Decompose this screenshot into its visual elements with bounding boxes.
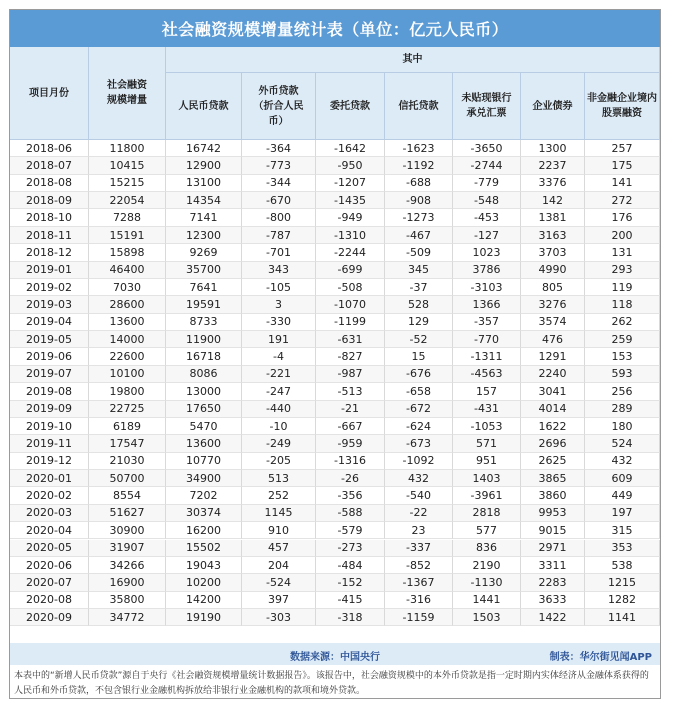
table-row: [10, 505, 660, 522]
cell-fx: -800: [242, 209, 316, 226]
table-row: [10, 209, 660, 226]
cell-fx: -105: [242, 279, 316, 296]
cell-total: 15215: [89, 175, 166, 192]
header-total: 社会融资 规模增量: [89, 47, 166, 140]
cell-rmb: 10770: [166, 453, 242, 470]
cell-bonds: 2696: [521, 435, 585, 452]
cell-trust: -908: [385, 192, 453, 209]
cell-entrusted: -699: [316, 262, 385, 279]
cell-bills: 951: [453, 453, 521, 470]
cell-month: 2018-10: [10, 209, 89, 226]
table-frame: [9, 9, 661, 699]
cell-trust: -1273: [385, 209, 453, 226]
cell-fx: -364: [242, 140, 316, 157]
table-row: [10, 227, 660, 244]
cell-trust: 432: [385, 470, 453, 487]
cell-trust: 345: [385, 262, 453, 279]
cell-fx: -10: [242, 418, 316, 435]
cell-entrusted: -152: [316, 574, 385, 591]
cell-bonds: 4990: [521, 262, 585, 279]
table-row: [10, 487, 660, 504]
cell-bills: 836: [453, 540, 521, 557]
cell-entrusted: -356: [316, 487, 385, 504]
cell-total: 10100: [89, 366, 166, 383]
header-fx: 外币贷款 （折合人民 币）: [242, 73, 316, 140]
cell-bonds: 3276: [521, 296, 585, 313]
cell-bills: 577: [453, 522, 521, 539]
cell-rmb: 19591: [166, 296, 242, 313]
cell-trust: 15: [385, 348, 453, 365]
header-entrusted: 委托贷款: [316, 73, 385, 140]
table-footer: [10, 643, 660, 665]
cell-total: 21030: [89, 453, 166, 470]
cell-equity: 538: [585, 557, 660, 574]
cell-bonds: 3574: [521, 314, 585, 331]
cell-entrusted: -631: [316, 331, 385, 348]
cell-entrusted: -26: [316, 470, 385, 487]
cell-trust: -673: [385, 435, 453, 452]
table-row: [10, 435, 660, 452]
header-group-qizhong: 其中: [166, 47, 660, 73]
cell-total: 11800: [89, 140, 166, 157]
cell-bills: -1311: [453, 348, 521, 365]
cell-bills: -453: [453, 209, 521, 226]
cell-rmb: 30374: [166, 505, 242, 522]
cell-month: 2019-11: [10, 435, 89, 452]
cell-bills: -770: [453, 331, 521, 348]
table-row: [10, 314, 660, 331]
cell-fx: -249: [242, 435, 316, 452]
cell-bills: -431: [453, 401, 521, 418]
cell-total: 34266: [89, 557, 166, 574]
cell-equity: 153: [585, 348, 660, 365]
cell-equity: 256: [585, 383, 660, 400]
table-title: 社会融资规模增量统计表（单位：亿元人民币）: [10, 10, 660, 47]
table-row: [10, 418, 660, 435]
cell-trust: -540: [385, 487, 453, 504]
cell-rmb: 15502: [166, 540, 242, 557]
cell-bonds: 3311: [521, 557, 585, 574]
cell-bills: -779: [453, 175, 521, 192]
header-bonds: 企业债券: [521, 73, 585, 140]
cell-rmb: 19190: [166, 609, 242, 626]
cell-entrusted: -273: [316, 540, 385, 557]
cell-trust: -316: [385, 592, 453, 609]
cell-bonds: 3703: [521, 244, 585, 261]
cell-bonds: 142: [521, 192, 585, 209]
cell-total: 22600: [89, 348, 166, 365]
cell-month: 2019-10: [10, 418, 89, 435]
cell-month: 2020-03: [10, 505, 89, 522]
cell-total: 10415: [89, 157, 166, 174]
cell-entrusted: -2244: [316, 244, 385, 261]
footnote: 本表中的“新增人民币贷款”源自于央行《社会融资规模增量统计数据报告》。该报告中，社会融资规模中的本外币贷款是指一定时期内实体经济从金融体系获得的人民币和外币贷款，不包含银行业金融机构拆放给非银行业金融机构的款项和境外贷款。: [14, 671, 649, 696]
cell-equity: 176: [585, 209, 660, 226]
cell-total: 22725: [89, 401, 166, 418]
table-row: [10, 522, 660, 539]
cell-month: 2018-07: [10, 157, 89, 174]
cell-total: 7288: [89, 209, 166, 226]
cell-month: 2019-04: [10, 314, 89, 331]
cell-bonds: 2283: [521, 574, 585, 591]
cell-rmb: 35700: [166, 262, 242, 279]
cell-entrusted: -484: [316, 557, 385, 574]
cell-total: 15898: [89, 244, 166, 261]
cell-rmb: 12900: [166, 157, 242, 174]
cell-equity: 257: [585, 140, 660, 157]
table-row: [10, 470, 660, 487]
table-row: [10, 540, 660, 557]
cell-rmb: 34900: [166, 470, 242, 487]
cell-equity: 200: [585, 227, 660, 244]
cell-month: 2019-07: [10, 366, 89, 383]
cell-trust: -22: [385, 505, 453, 522]
cell-total: 22054: [89, 192, 166, 209]
cell-total: 7030: [89, 279, 166, 296]
cell-entrusted: -959: [316, 435, 385, 452]
header-bills: 未贴现银行 承兑汇票: [453, 73, 521, 140]
table-row: [10, 592, 660, 609]
cell-equity: 1215: [585, 574, 660, 591]
header-rmb: 人民币贷款: [166, 73, 242, 140]
cell-bonds: 3376: [521, 175, 585, 192]
cell-bills: -3961: [453, 487, 521, 504]
cell-rmb: 5470: [166, 418, 242, 435]
cell-month: 2019-01: [10, 262, 89, 279]
cell-rmb: 9269: [166, 244, 242, 261]
cell-bills: 1366: [453, 296, 521, 313]
cell-month: 2019-09: [10, 401, 89, 418]
cell-equity: 262: [585, 314, 660, 331]
cell-equity: 432: [585, 453, 660, 470]
cell-bills: 1441: [453, 592, 521, 609]
cell-fx: -303: [242, 609, 316, 626]
cell-month: 2018-06: [10, 140, 89, 157]
cell-fx: 910: [242, 522, 316, 539]
table-row: [10, 331, 660, 348]
table-row: [10, 192, 660, 209]
cell-month: 2019-06: [10, 348, 89, 365]
cell-entrusted: -1435: [316, 192, 385, 209]
cell-entrusted: -513: [316, 383, 385, 400]
table-row: [10, 157, 660, 174]
cell-bonds: 2237: [521, 157, 585, 174]
cell-fx: 191: [242, 331, 316, 348]
cell-month: 2019-02: [10, 279, 89, 296]
header-month: 项目月份: [10, 47, 89, 140]
cell-trust: -1367: [385, 574, 453, 591]
cell-rmb: 14354: [166, 192, 242, 209]
cell-entrusted: -1207: [316, 175, 385, 192]
cell-month: 2019-03: [10, 296, 89, 313]
cell-rmb: 7202: [166, 487, 242, 504]
cell-bonds: 3163: [521, 227, 585, 244]
cell-equity: 449: [585, 487, 660, 504]
cell-bills: -1130: [453, 574, 521, 591]
cell-total: 28600: [89, 296, 166, 313]
cell-bills: 1023: [453, 244, 521, 261]
cell-month: 2020-07: [10, 574, 89, 591]
cell-trust: -676: [385, 366, 453, 383]
cell-rmb: 12300: [166, 227, 242, 244]
cell-bills: 571: [453, 435, 521, 452]
cell-fx: -787: [242, 227, 316, 244]
cell-bonds: 3633: [521, 592, 585, 609]
cell-trust: -624: [385, 418, 453, 435]
table-row: [10, 262, 660, 279]
cell-bills: 2190: [453, 557, 521, 574]
cell-month: 2018-11: [10, 227, 89, 244]
cell-bonds: 1291: [521, 348, 585, 365]
cell-entrusted: -950: [316, 157, 385, 174]
cell-month: 2020-04: [10, 522, 89, 539]
cell-fx: -773: [242, 157, 316, 174]
table-row: [10, 574, 660, 591]
cell-entrusted: -827: [316, 348, 385, 365]
cell-entrusted: -1310: [316, 227, 385, 244]
cell-total: 15191: [89, 227, 166, 244]
cell-equity: 353: [585, 540, 660, 557]
cell-total: 8554: [89, 487, 166, 504]
cell-fx: 457: [242, 540, 316, 557]
cell-entrusted: -588: [316, 505, 385, 522]
cell-rmb: 13600: [166, 435, 242, 452]
cell-bills: 3786: [453, 262, 521, 279]
cell-rmb: 19043: [166, 557, 242, 574]
cell-trust: -658: [385, 383, 453, 400]
cell-fx: -330: [242, 314, 316, 331]
cell-rmb: 11900: [166, 331, 242, 348]
cell-fx: 397: [242, 592, 316, 609]
cell-entrusted: -508: [316, 279, 385, 296]
cell-rmb: 10200: [166, 574, 242, 591]
table-row: [10, 244, 660, 261]
table-row: [10, 366, 660, 383]
cell-entrusted: -1316: [316, 453, 385, 470]
cell-month: 2018-08: [10, 175, 89, 192]
cell-bonds: 4014: [521, 401, 585, 418]
cell-total: 17547: [89, 435, 166, 452]
cell-bills: -357: [453, 314, 521, 331]
cell-entrusted: -1070: [316, 296, 385, 313]
cell-bonds: 3865: [521, 470, 585, 487]
cell-total: 30900: [89, 522, 166, 539]
cell-rmb: 16718: [166, 348, 242, 365]
cell-total: 46400: [89, 262, 166, 279]
cell-equity: 175: [585, 157, 660, 174]
cell-bonds: 2240: [521, 366, 585, 383]
cell-bonds: 476: [521, 331, 585, 348]
cell-trust: -52: [385, 331, 453, 348]
cell-trust: 129: [385, 314, 453, 331]
cell-bonds: 9953: [521, 505, 585, 522]
cell-bonds: 2625: [521, 453, 585, 470]
table-row: [10, 383, 660, 400]
table-row: [10, 279, 660, 296]
cell-bills: -548: [453, 192, 521, 209]
cell-month: 2020-01: [10, 470, 89, 487]
cell-month: 2020-09: [10, 609, 89, 626]
cell-equity: 272: [585, 192, 660, 209]
cell-equity: 141: [585, 175, 660, 192]
cell-total: 34772: [89, 609, 166, 626]
cell-rmb: 7141: [166, 209, 242, 226]
cell-bills: -127: [453, 227, 521, 244]
cell-fx: -440: [242, 401, 316, 418]
data-source: 数据来源：中国央行: [290, 652, 380, 663]
cell-trust: -1159: [385, 609, 453, 626]
cell-equity: 315: [585, 522, 660, 539]
cell-rmb: 7641: [166, 279, 242, 296]
cell-month: 2018-12: [10, 244, 89, 261]
table-row: [10, 401, 660, 418]
cell-equity: 524: [585, 435, 660, 452]
cell-rmb: 16742: [166, 140, 242, 157]
cell-rmb: 13100: [166, 175, 242, 192]
cell-month: 2020-06: [10, 557, 89, 574]
cell-total: 13600: [89, 314, 166, 331]
cell-fx: -670: [242, 192, 316, 209]
cell-fx: -247: [242, 383, 316, 400]
cell-entrusted: -1642: [316, 140, 385, 157]
cell-trust: 23: [385, 522, 453, 539]
cell-month: 2020-05: [10, 540, 89, 557]
cell-bills: 2818: [453, 505, 521, 522]
cell-bonds: 3860: [521, 487, 585, 504]
cell-equity: 1282: [585, 592, 660, 609]
cell-total: 35800: [89, 592, 166, 609]
cell-entrusted: -1199: [316, 314, 385, 331]
cell-bonds: 3041: [521, 383, 585, 400]
cell-equity: 197: [585, 505, 660, 522]
cell-equity: 259: [585, 331, 660, 348]
cell-fx: -4: [242, 348, 316, 365]
cell-fx: -221: [242, 366, 316, 383]
cell-equity: 293: [585, 262, 660, 279]
cell-trust: -1623: [385, 140, 453, 157]
table-row: [10, 453, 660, 470]
cell-rmb: 14200: [166, 592, 242, 609]
cell-total: 19800: [89, 383, 166, 400]
table-row: [10, 175, 660, 192]
cell-trust: -337: [385, 540, 453, 557]
cell-trust: -467: [385, 227, 453, 244]
cell-fx: -701: [242, 244, 316, 261]
cell-month: 2019-08: [10, 383, 89, 400]
cell-fx: 343: [242, 262, 316, 279]
cell-rmb: 17650: [166, 401, 242, 418]
cell-bills: -1053: [453, 418, 521, 435]
table-row: [10, 557, 660, 574]
cell-month: 2019-05: [10, 331, 89, 348]
table-row: [10, 609, 660, 626]
table-row: [10, 296, 660, 313]
cell-bonds: 9015: [521, 522, 585, 539]
cell-fx: 513: [242, 470, 316, 487]
cell-trust: -852: [385, 557, 453, 574]
cell-total: 51627: [89, 505, 166, 522]
cell-rmb: 8733: [166, 314, 242, 331]
cell-bonds: 805: [521, 279, 585, 296]
cell-entrusted: -415: [316, 592, 385, 609]
cell-equity: 118: [585, 296, 660, 313]
cell-entrusted: -21: [316, 401, 385, 418]
table-maker: 制表：华尔街见闻APP: [549, 652, 652, 663]
cell-rmb: 8086: [166, 366, 242, 383]
cell-bills: 1403: [453, 470, 521, 487]
cell-bills: 157: [453, 383, 521, 400]
cell-equity: 180: [585, 418, 660, 435]
cell-bonds: 1422: [521, 609, 585, 626]
cell-month: 2020-08: [10, 592, 89, 609]
cell-bonds: 1381: [521, 209, 585, 226]
cell-entrusted: -949: [316, 209, 385, 226]
cell-entrusted: -579: [316, 522, 385, 539]
cell-trust: -1092: [385, 453, 453, 470]
cell-bills: -2744: [453, 157, 521, 174]
cell-equity: 1141: [585, 609, 660, 626]
table-row: [10, 348, 660, 365]
cell-trust: -672: [385, 401, 453, 418]
cell-equity: 131: [585, 244, 660, 261]
cell-bonds: 1300: [521, 140, 585, 157]
cell-rmb: 16200: [166, 522, 242, 539]
cell-bills: -4563: [453, 366, 521, 383]
cell-trust: 528: [385, 296, 453, 313]
cell-equity: 593: [585, 366, 660, 383]
header-trust: 信托贷款: [385, 73, 453, 140]
cell-entrusted: -667: [316, 418, 385, 435]
cell-month: 2018-09: [10, 192, 89, 209]
cell-total: 6189: [89, 418, 166, 435]
cell-bonds: 1622: [521, 418, 585, 435]
cell-bills: -3650: [453, 140, 521, 157]
cell-bills: 1503: [453, 609, 521, 626]
cell-total: 50700: [89, 470, 166, 487]
cell-rmb: 13000: [166, 383, 242, 400]
cell-trust: -688: [385, 175, 453, 192]
cell-fx: -524: [242, 574, 316, 591]
cell-total: 14000: [89, 331, 166, 348]
cell-entrusted: -318: [316, 609, 385, 626]
cell-trust: -509: [385, 244, 453, 261]
cell-trust: -37: [385, 279, 453, 296]
header-equity: 非金融企业境内 股票融资: [585, 73, 660, 140]
cell-total: 16900: [89, 574, 166, 591]
cell-equity: 289: [585, 401, 660, 418]
cell-fx: 204: [242, 557, 316, 574]
table-header: [10, 47, 660, 140]
cell-month: 2019-12: [10, 453, 89, 470]
cell-fx: -205: [242, 453, 316, 470]
cell-bills: -3103: [453, 279, 521, 296]
cell-equity: 609: [585, 470, 660, 487]
cell-fx: 252: [242, 487, 316, 504]
cell-fx: 1145: [242, 505, 316, 522]
cell-fx: -344: [242, 175, 316, 192]
cell-bonds: 2971: [521, 540, 585, 557]
table-row: [10, 140, 660, 157]
cell-trust: -1192: [385, 157, 453, 174]
cell-month: 2020-02: [10, 487, 89, 504]
cell-total: 31907: [89, 540, 166, 557]
cell-equity: 119: [585, 279, 660, 296]
cell-entrusted: -987: [316, 366, 385, 383]
cell-fx: 3: [242, 296, 316, 313]
